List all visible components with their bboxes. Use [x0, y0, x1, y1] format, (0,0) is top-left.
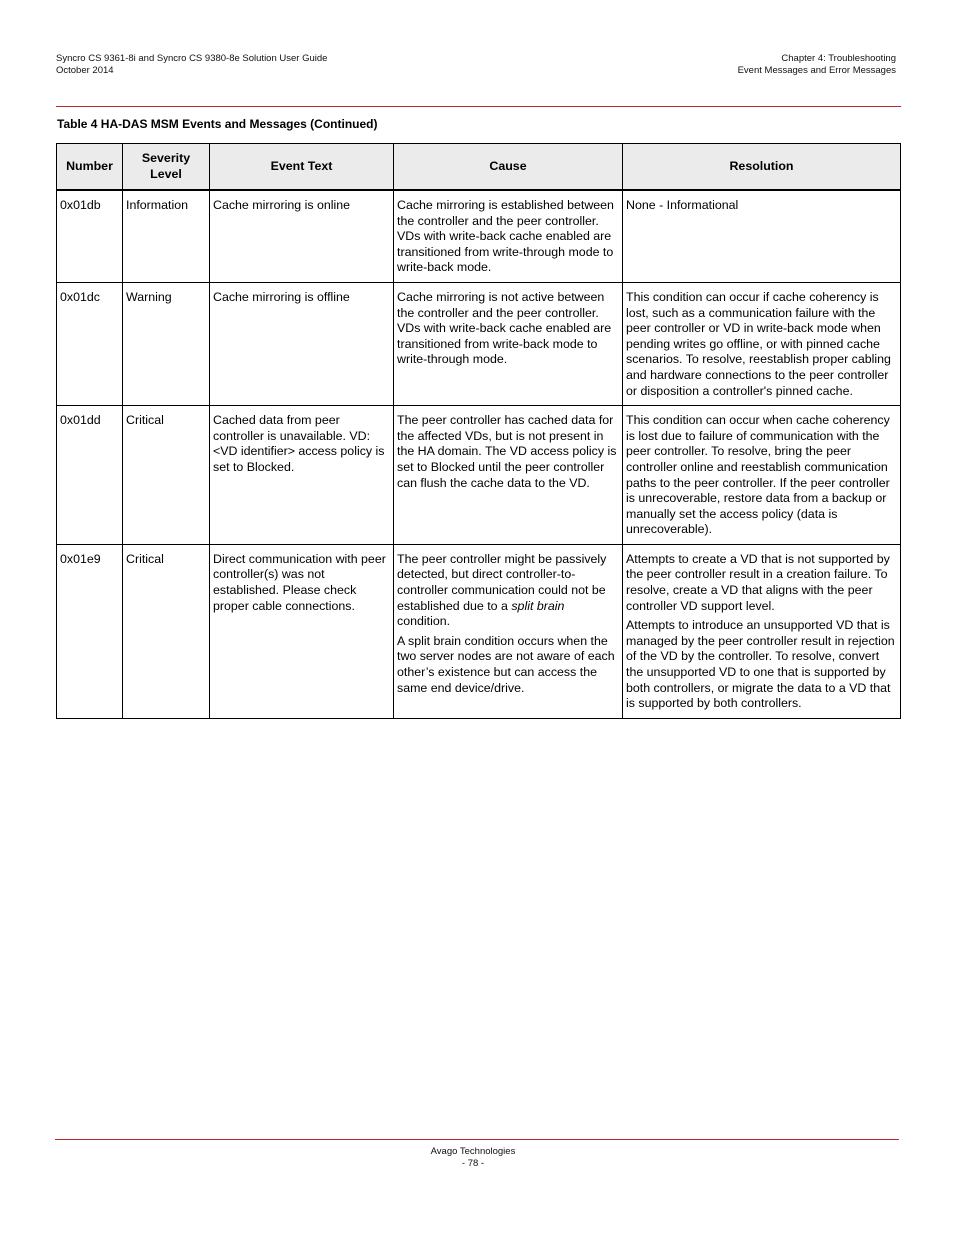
cell-severity: Warning	[123, 282, 210, 405]
events-table	[56, 143, 901, 719]
footer-divider	[55, 1139, 899, 1140]
cell-cause	[394, 544, 623, 718]
cell-severity: Critical	[123, 406, 210, 545]
table-header-row	[57, 144, 901, 191]
cell-severity: Critical	[123, 544, 210, 718]
column-header-severity	[123, 144, 210, 191]
cell-cause: Cache mirroring is established between the controller and the peer controller. VDs with write-back cache enabled are transitioned from write-through mode to write-back mode.	[394, 190, 623, 282]
cell-cause: The peer controller has cached data for the affected VDs, but is not present in the HA domain. The VD access policy is set to Blocked until the peer controller can flush the cache data to the VD.	[394, 406, 623, 545]
severity-header-line1: Severity	[141, 150, 191, 165]
column-header-cause: Cause	[394, 144, 623, 191]
cell-number: 0x01dc	[57, 282, 123, 405]
cause-text: The peer controller might be passively detected, but direct controller-to-controller communication could not be established due to a	[397, 551, 607, 613]
footer-company: Avago Technologies	[430, 1146, 516, 1157]
cause-emphasis: split brain	[511, 598, 565, 613]
cell-resolution: This condition can occur when cache coherency is lost due to failure of communication with the peer controller. To resolve, bring the peer controller online and reestablish communication paths to the peer controller. If the peer controller is unrecoverable, restore data from a backup or manually set the access policy (data is unrecoverable).	[623, 406, 901, 545]
cell-resolution: This condition can occur if cache coherency is lost, such as a communication failure with the peer controller or VD in write-back mode when pending writes go offline, or with pinned cache scenarios. To resolve, reestablish proper cabling and hardware connections to the peer controller or disposition a controller's pinned cache.	[623, 282, 901, 405]
severity-header-line2: Level	[150, 166, 182, 181]
cell-event-text: Cache mirroring is offline	[210, 282, 394, 405]
column-header-event-text: Event Text	[210, 144, 394, 191]
table-row	[57, 544, 901, 718]
page-number: - 78 -	[461, 1158, 485, 1169]
column-header-resolution: Resolution	[623, 144, 901, 191]
table-row	[57, 190, 901, 282]
page-header-left	[56, 53, 327, 77]
column-header-number: Number	[57, 144, 123, 191]
page-header-right	[738, 53, 896, 77]
cell-event-text: Cached data from peer controller is unavailable. VD: <VD identifier> access policy is set to Blocked.	[210, 406, 394, 545]
table-row	[57, 282, 901, 405]
cell-number: 0x01dd	[57, 406, 123, 545]
cause-paragraph: A split brain condition occurs when the two server nodes are not aware of each other’s existence but can access the same end device/drive.	[397, 633, 615, 695]
header-divider	[56, 106, 901, 107]
cell-resolution: None - Informational	[623, 190, 901, 282]
chapter-title: Chapter 4: Troubleshooting	[781, 53, 896, 64]
cell-event-text: Direct communication with peer controller(s) was not established. Please check proper cable connections.	[210, 544, 394, 718]
cause-text: condition.	[397, 614, 451, 629]
cell-cause: Cache mirroring is not active between the controller and the peer controller. VDs with write-back cache enabled are transitioned from write-back mode to write-through mode.	[394, 282, 623, 405]
cell-event-text: Cache mirroring is online	[210, 190, 394, 282]
document-title: Syncro CS 9361-8i and Syncro CS 9380-8e Solution User Guide	[56, 53, 328, 64]
cell-number: 0x01e9	[57, 544, 123, 718]
cause-paragraph	[397, 552, 619, 630]
resolution-paragraph: Attempts to introduce an unsupported VD that is managed by the peer controller result in rejection of the VD by the controller. To resolve, convert the unsupported VD to one that is supported by both controllers, or migrate the data to a VD that is supported by both controllers.	[626, 618, 895, 711]
document-date: October 2014	[56, 65, 114, 76]
page-footer	[0, 1146, 946, 1170]
cell-severity: Information	[123, 190, 210, 282]
table-caption: Table 4 HA-DAS MSM Events and Messages (Continued)	[57, 117, 378, 131]
cell-number: 0x01db	[57, 190, 123, 282]
resolution-paragraph: Attempts to create a VD that is not supported by the peer controller result in a creation failure. To resolve, create a VD that aligns with the peer controller VD support level.	[626, 551, 890, 613]
section-title: Event Messages and Error Messages	[737, 65, 896, 76]
table-row	[57, 406, 901, 545]
cell-resolution	[623, 544, 901, 718]
